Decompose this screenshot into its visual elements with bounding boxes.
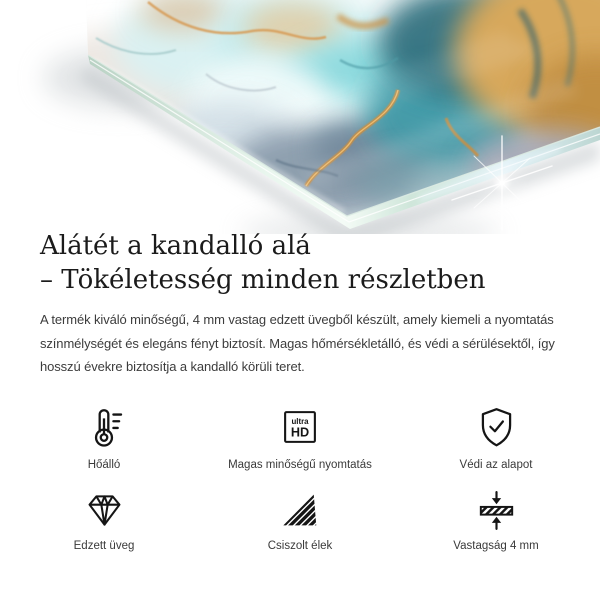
glass-artwork xyxy=(5,0,600,234)
feature-label: Csiszolt élek xyxy=(267,540,333,552)
feature-protects-base xyxy=(398,402,594,471)
product-image xyxy=(0,0,600,234)
ultra-hd-icon-text-hd: HD xyxy=(290,425,310,440)
glass-panel-image xyxy=(0,0,600,234)
ultra-hd-icon-text-ultra: ultra xyxy=(291,416,309,426)
ultra-hd-icon xyxy=(279,402,321,452)
feature-label: Hőálló xyxy=(87,459,121,471)
product-description: A termék kiváló minőségű, 4 mm vastag edzett üvegből készült, amely kiemeli a nyomtatás színmélységét és elegáns fényt biztosít. Magas hőmérsékletálló, és védi a sérülésektől, így hosszú évekre biztosítja a kandalló körüli teret. xyxy=(40,312,555,374)
page-title-line2: – Tökéletesség minden részletben xyxy=(40,265,486,295)
thermometer-icon xyxy=(81,402,127,452)
feature-heat-resistant xyxy=(6,402,202,471)
polished-edges-icon xyxy=(280,487,320,533)
feature-thickness xyxy=(398,487,594,552)
features-row-1 xyxy=(6,402,594,471)
feature-print-quality xyxy=(202,402,398,471)
feature-label: Védi az alapot xyxy=(459,459,533,471)
page-title xyxy=(40,229,485,297)
diamond-icon xyxy=(84,487,125,533)
features-row-2 xyxy=(6,487,594,552)
feature-label: Vastagság 4 mm xyxy=(453,540,539,552)
thickness-icon xyxy=(475,487,518,533)
shield-check-icon xyxy=(474,402,519,452)
feature-tempered-glass xyxy=(6,487,202,552)
page-title-line1: Alátét a kandalló alá xyxy=(40,231,311,261)
feature-polished-edges xyxy=(202,487,398,552)
feature-label: Edzett üveg xyxy=(73,540,135,552)
feature-label: Magas minőségű nyomtatás xyxy=(228,459,372,471)
features-grid xyxy=(6,402,594,552)
